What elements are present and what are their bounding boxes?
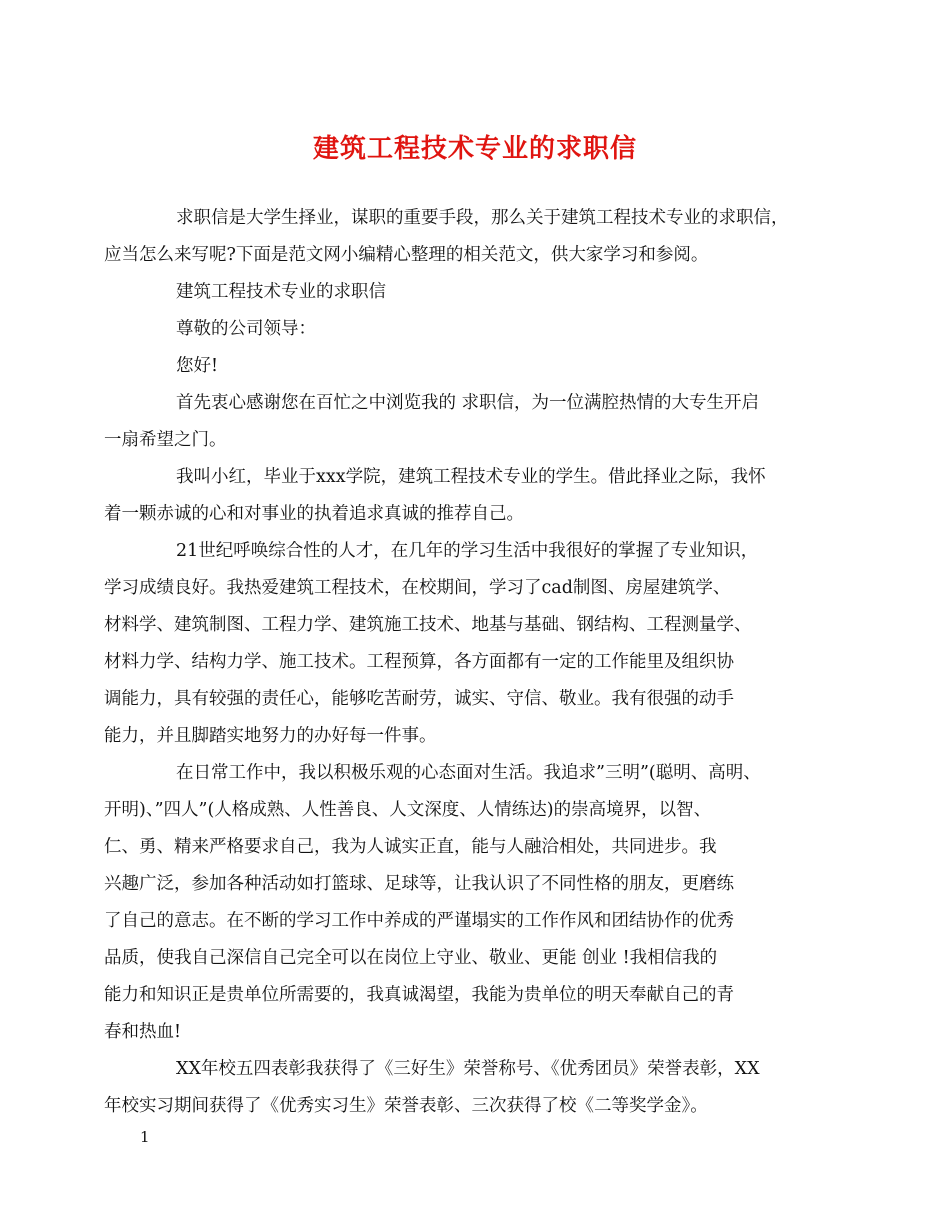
paragraph-line: 兴趣广泛，参加各种活动如打篮球、足球等，让我认识了不同性格的朋友，更磨练: [104, 874, 734, 894]
paragraph-line: 春和热血!: [104, 1022, 182, 1042]
paragraph-line: 着一颗赤诚的心和对事业的执着追求真诚的推荐自己。: [104, 504, 524, 524]
paragraph-intro: [104, 200, 820, 274]
letter-heading: [140, 274, 820, 311]
paragraph-line: 材料力学、结构力学、施工技术。工程预算，各方面都有一定的工作能里及组织协: [104, 652, 734, 672]
greeting: [140, 348, 820, 385]
paragraph-awards: [104, 1051, 820, 1125]
paragraph-line: 一扇希望之门。: [104, 430, 227, 450]
paragraph-line: 品质，使我自己深信自己完全可以在岗位上守业、敬业、更能 创业 !我相信我的: [104, 948, 718, 968]
paragraph-line: 21世纪呼唤综合性的人才，在几年的学习生活中我很好的掌握了专业知识，: [176, 541, 759, 561]
paragraph-line: 求职信是大学生择业，谋职的重要手段，那么关于建筑工程技术专业的求职信，: [176, 208, 789, 228]
paragraph-line: 我叫小红，毕业于xxx学院，建筑工程技术专业的学生。借此择业之际，我怀: [176, 467, 766, 487]
paragraph-line: XX年校五四表彰我获得了《三好生》荣誉称号、《优秀团员》荣誉表彰，XX: [176, 1059, 760, 1079]
paragraph-character: [104, 755, 820, 1051]
paragraph-line: 在日常工作中，我以积极乐观的心态面对生活。我追求”三明”(聪明、高明、: [176, 763, 761, 783]
paragraph-line: 建筑工程技术专业的求职信: [176, 282, 386, 302]
document-body: [104, 200, 820, 1125]
paragraph-line: 能力和知识正是贵单位所需要的，我真诚渴望，我能为贵单位的明天奉献自己的青: [104, 985, 734, 1005]
paragraph-line: 首先衷心感谢您在百忙之中浏览我的 求职信，为一位满腔热情的大专生开启: [176, 393, 760, 413]
paragraph-line: 仁、勇、精来严格要求自己，我为人诚实正直，能与人融洽相处，共同进步。我: [104, 837, 717, 857]
paragraph-line: 开明)、”四人”(人格成熟、人性善良、人文深度、人情练达)的崇高境界，以智、: [104, 800, 712, 820]
paragraph-line: 材料学、建筑制图、工程力学、建筑施工技术、地基与基础、钢结构、工程测量学、: [104, 615, 752, 635]
paragraph-thanks: [104, 385, 820, 459]
paragraph-skills: [104, 533, 820, 755]
paragraph-line: 学习成绩良好。我热爱建筑工程技术，在校期间，学习了cad制图、房屋建筑学、: [104, 578, 731, 598]
document-title: 建筑工程技术专业的求职信: [312, 134, 637, 164]
paragraph-line: 您好!: [176, 356, 219, 376]
paragraph-line: 调能力，具有较强的责任心，能够吃苦耐劳，诚实、守信、敬业。我有很强的动手: [104, 689, 734, 709]
paragraph-line: 能力，并且脚踏实地努力的办好每一件事。: [104, 726, 437, 746]
page-number: 1: [140, 1128, 150, 1146]
salutation: [140, 311, 820, 348]
paragraph-self-intro: [104, 459, 820, 533]
paragraph-line: 应当怎么来写呢?下面是范文网小编精心整理的相关范文，供大家学习和参阅。: [104, 245, 709, 265]
paragraph-line: 了自己的意志。在不断的学习工作中养成的严谨塌实的工作作风和团结协作的优秀: [104, 911, 734, 931]
paragraph-line: 尊敬的公司领导：: [176, 319, 316, 339]
paragraph-line: 年校实习期间获得了《优秀实习生》荣誉表彰、三次获得了校《二等奖学金》。: [104, 1096, 708, 1116]
